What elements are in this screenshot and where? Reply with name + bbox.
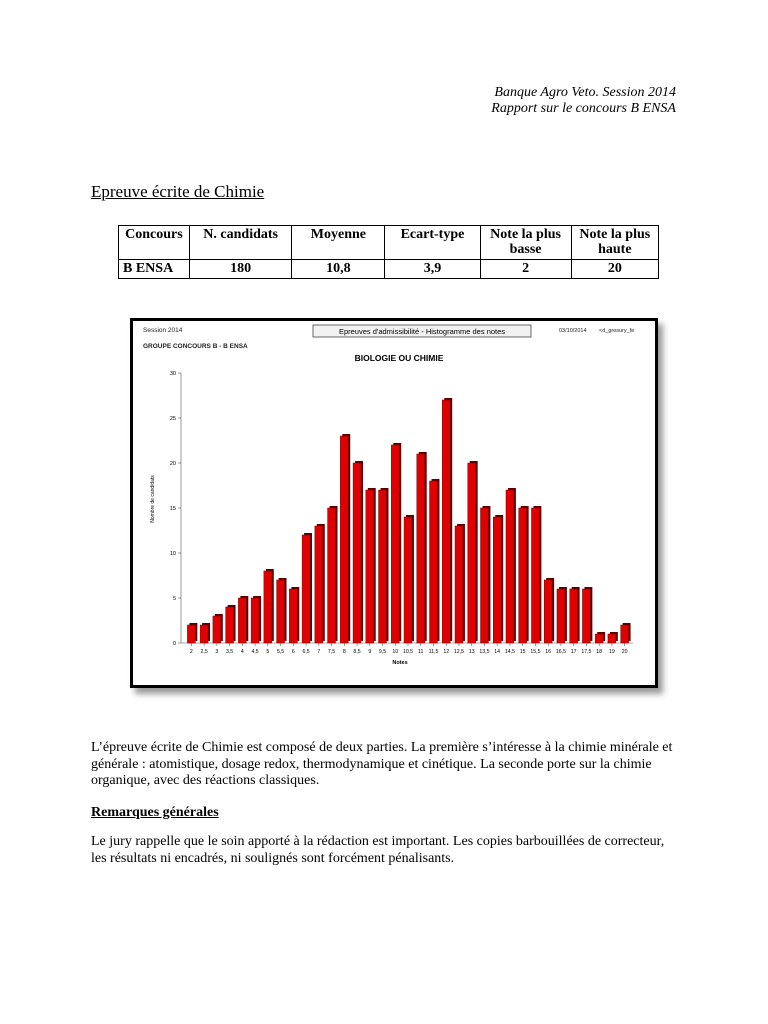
x-tick-label: 9,5 — [378, 649, 387, 655]
x-tick-label: 19 — [608, 649, 615, 655]
results-table — [118, 225, 659, 279]
bar — [226, 607, 234, 643]
x-tick-label: 2,5 — [200, 649, 208, 655]
bar — [608, 634, 616, 643]
bar — [187, 625, 195, 643]
y-tick-label: 25 — [169, 416, 176, 422]
table-header-cell: Moyenne — [292, 226, 385, 260]
bar — [430, 481, 438, 643]
table-cell: 2 — [480, 260, 571, 279]
header-line-session: Banque Agro Veto. Session 2014 — [494, 85, 676, 100]
x-tick-label: 7 — [317, 649, 321, 655]
x-tick-label: 4 — [240, 649, 244, 655]
y-tick-label: 0 — [172, 641, 176, 647]
x-axis-label: Notes — [392, 660, 408, 666]
y-tick-label: 20 — [169, 461, 176, 467]
x-tick-label: 11,5 — [428, 649, 439, 655]
table-row — [119, 260, 659, 279]
x-tick-label: 9 — [368, 649, 372, 655]
chart-user-label: <d_gresury_fe — [599, 328, 635, 334]
x-tick-label: 20 — [621, 649, 628, 655]
y-axis-label: Nombre de candidats — [150, 475, 156, 523]
remarks-title: Remarques générales — [91, 805, 219, 820]
x-tick-label: 2 — [189, 649, 193, 655]
table-header-cell: Ecart-type — [385, 226, 480, 260]
x-tick-label: 4,5 — [251, 649, 259, 655]
bar — [289, 589, 297, 643]
bar — [391, 445, 399, 643]
table-header-cell: N. candidats — [189, 226, 292, 260]
header-line-report: Rapport sur le concours B ENSA — [491, 101, 676, 116]
chart-banner-title: Epreuves d'admissibilité - Histogramme des notes — [338, 327, 506, 336]
bar — [544, 580, 552, 643]
table-cell: 10,8 — [292, 260, 385, 279]
document-header — [491, 85, 676, 117]
x-tick-label: 10 — [392, 649, 399, 655]
bar — [570, 589, 578, 643]
y-tick-label: 5 — [172, 596, 176, 602]
x-tick-label: 14,5 — [504, 649, 515, 655]
chart-group-label: GROUPE CONCOURS B - B ENSA — [143, 343, 248, 350]
histogram-figure — [130, 318, 658, 688]
x-tick-label: 3,5 — [225, 649, 234, 655]
x-tick-label: 16,5 — [555, 649, 566, 655]
chart-title: BIOLOGIE OU CHIMIE — [354, 353, 444, 363]
x-tick-label: 12,5 — [453, 649, 465, 655]
x-tick-label: 5 — [266, 649, 270, 655]
table-header-cell: Note la plus basse — [480, 226, 571, 260]
bar — [328, 508, 336, 643]
y-tick-label: 15 — [169, 506, 176, 512]
x-tick-label: 13 — [468, 649, 475, 655]
bar — [621, 625, 629, 643]
x-tick-label: 16 — [545, 649, 552, 655]
bar — [302, 535, 310, 643]
bar — [442, 400, 450, 643]
bar — [493, 517, 501, 643]
table-cell: 20 — [571, 260, 658, 279]
x-tick-label: 11 — [418, 649, 424, 655]
x-tick-label: 3 — [215, 649, 219, 655]
y-tick-label: 10 — [169, 551, 176, 557]
table-header-row — [119, 226, 659, 260]
x-tick-label: 15,5 — [530, 649, 541, 655]
bar — [251, 598, 259, 643]
bar — [455, 526, 463, 643]
x-tick-label: 14 — [494, 649, 501, 655]
bar — [238, 598, 246, 643]
bar — [468, 463, 476, 643]
y-tick-label: 30 — [169, 371, 176, 377]
x-tick-label: 5,5 — [276, 649, 285, 655]
x-tick-label: 17,5 — [581, 649, 592, 655]
section-title: Epreuve écrite de Chimie — [91, 182, 265, 201]
bar — [353, 463, 361, 643]
x-tick-label: 8 — [342, 649, 346, 655]
bar — [582, 589, 590, 643]
bar — [264, 571, 272, 643]
bar — [404, 517, 412, 643]
bar — [506, 490, 514, 643]
bar — [277, 580, 285, 643]
bar — [315, 526, 323, 643]
bar — [595, 634, 603, 643]
remarks-paragraph: Le jury rappelle que le soin apporté à la rédaction est important. Les copies barbouillées de correcteur, les résultats ni encadrés, ni soulignés sont forcément pénalisants. — [91, 834, 665, 866]
bar — [481, 508, 489, 643]
x-tick-label: 17 — [570, 649, 577, 655]
bar — [417, 454, 425, 643]
x-tick-label: 15 — [519, 649, 526, 655]
bar — [366, 490, 374, 643]
bar — [340, 436, 348, 643]
table-header-cell: Note la plus haute — [571, 226, 658, 260]
x-tick-label: 12 — [443, 649, 450, 655]
table-header-cell: Concours — [119, 226, 190, 260]
x-tick-label: 6 — [291, 649, 295, 655]
x-tick-label: 18 — [596, 649, 603, 655]
table-cell: B ENSA — [119, 260, 190, 279]
bar — [531, 508, 539, 643]
x-tick-label: 13,5 — [479, 649, 490, 655]
histogram-chart — [133, 321, 655, 685]
x-tick-label: 10,5 — [402, 649, 414, 655]
bar — [213, 616, 221, 643]
x-tick-label: 8,5 — [353, 649, 361, 655]
intro-paragraph: L’épreuve écrite de Chimie est composé de deux parties. La première s’intéresse à la chimie minérale et générale : atomistique, dosage redox, thermodynamique et cinétique. La seconde porte sur la chimie organique, avec des réactions classiques. — [91, 740, 673, 788]
bar — [200, 625, 208, 643]
table-cell: 180 — [189, 260, 292, 279]
chart-date-label: 03/10/2014 — [559, 328, 587, 334]
bar — [379, 490, 387, 643]
bar — [519, 508, 527, 643]
x-tick-label: 6,5 — [302, 649, 310, 655]
x-tick-label: 7,5 — [327, 649, 336, 655]
chart-session-label: Session 2014 — [143, 327, 183, 334]
table-cell: 3,9 — [385, 260, 480, 279]
bar — [557, 589, 565, 643]
